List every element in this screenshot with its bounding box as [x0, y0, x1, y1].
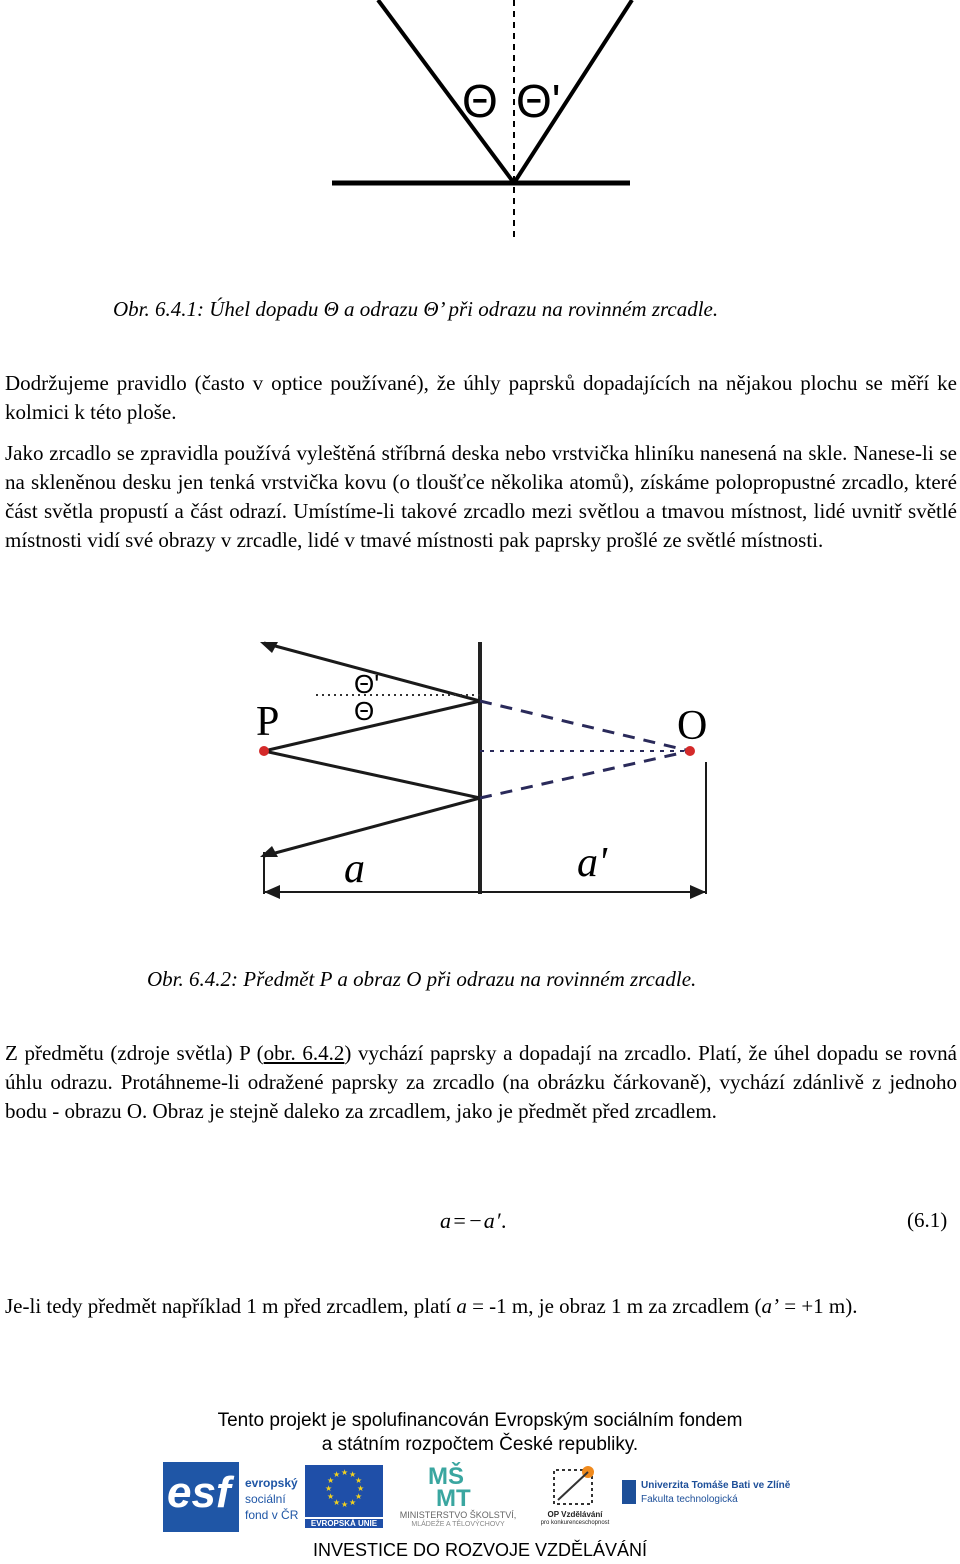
footer-investment-slogan: INVESTICE DO ROZVOJE VZDĚLÁVÁNÍ: [312, 1540, 648, 1560]
label-a: a: [344, 846, 365, 892]
utb-mark: [622, 1480, 636, 1504]
paragraph-angle-convention: Dodržujeme pravidlo (často v optice používané), že úhly paprsků dopadajících na nějakou plochu se měří ke kolmici k této ploše.: [5, 371, 957, 424]
paragraph3-part1: Z předmětu (zdroje světla) P (: [5, 1041, 264, 1065]
caption1-middle: a odrazu: [338, 297, 424, 321]
eu-logo: [305, 1465, 383, 1531]
paragraph4-a-prime: a’: [761, 1294, 779, 1318]
distance-arrow-left: [264, 885, 280, 899]
theta-label: Θ: [462, 75, 498, 127]
caption1-theta: Θ: [323, 297, 339, 321]
caption1-prefix: Obr. 6.4.1: Úhel dopadu: [113, 297, 324, 321]
label-o: O: [677, 703, 708, 749]
point-p: [259, 746, 269, 756]
paragraph4-part2: = -1 m, je obraz 1 m za zrcadlem (: [466, 1294, 762, 1318]
esf-text-3: fond v ČR: [245, 1508, 299, 1522]
label-theta-prime: Θ': [354, 669, 380, 699]
caption1-suffix: při odrazu na rovinném zrcadle.: [443, 297, 719, 321]
paragraph-mirror-description: Jako zrcadlo se zpravidla používá vyleštěná stříbrná deska nebo vrstvička hliníku nanesená na skle. Nanese-li se na skleněnou desku jen tenká vrstvička kovu (o tloušťce několika atomů), získáme polopropustné zrcadlo, které část světla propustí a část odrazí. Umístíme-li takové zrcadlo mezi světlou a tmavou místnost, lidé uvnitř světlé místnosti vidí své obrazy v zrcadle, lidé v tmavé místnosti pak paprsky prošlé ze světlé místnosti.: [5, 441, 957, 552]
figure1-caption: [113, 297, 718, 322]
svg-text:MŠ: MŠ: [428, 1463, 464, 1490]
svg-text:★: ★: [325, 1484, 333, 1493]
esf-logo: [163, 1462, 303, 1532]
svg-text:★: ★: [349, 1470, 357, 1479]
svg-text:★: ★: [327, 1492, 335, 1501]
msmt-text-1: MINISTERSTVO ŠKOLSTVÍ,: [399, 1510, 517, 1520]
figure-reference-link[interactable]: obr. 6.4.2: [263, 1041, 345, 1065]
paragraph4-part1: Je-li tedy předmět například 1 m před zrcadlem, platí: [5, 1294, 457, 1318]
paragraph4-a: a: [456, 1294, 467, 1318]
esf-text-2: sociální: [245, 1492, 286, 1506]
svg-text:★: ★: [327, 1476, 335, 1485]
svg-text:★: ★: [341, 1500, 349, 1509]
msmt-text-2: MLÁDEŽE A TĚLOVÝCHOVY: [411, 1521, 505, 1528]
svg-text:★: ★: [355, 1492, 363, 1501]
figure-object-image: [240, 632, 730, 912]
svg-text:★: ★: [341, 1468, 349, 1477]
op-logo: [530, 1462, 620, 1532]
svg-text:★: ★: [333, 1470, 341, 1479]
ray-lower-incident: [264, 751, 480, 798]
eu-text: EVROPSKÁ UNIE: [305, 1519, 383, 1528]
figure-reflection-angles: [320, 0, 640, 250]
label-theta: Θ: [354, 696, 375, 726]
esf-mark: [163, 1462, 239, 1532]
svg-text:★: ★: [357, 1484, 365, 1493]
extension-lower: [480, 751, 690, 798]
paragraph-object-image: [5, 1039, 957, 1126]
svg-text:★: ★: [333, 1498, 341, 1507]
figure2-caption: Obr. 6.4.2: Předmět P a obraz O při odrazu na rovinném zrcadle.: [147, 967, 697, 991]
label-a-prime: a': [577, 840, 607, 886]
paragraph3-part2: ) vychází paprsky a dopadají na zrcadlo. Platí, že úhel dopadu se rovná úhlu odrazu. Protáhneme-li odražené paprsky za zrcadlo (na obrázku čárkovaně), vychází zdánlivě z jednoho bodu - obrazu O. Obraz je stejně daleko za zrcadlem, jako je předmět před zrcadlem.: [5, 1041, 957, 1123]
esf-text-1: evropský: [245, 1476, 298, 1490]
caption1-theta-prime: Θ’: [423, 297, 444, 321]
esf-mark-text: esf: [167, 1468, 231, 1517]
extension-upper: [480, 701, 690, 751]
equation-number: (6.1): [907, 1208, 948, 1232]
msmt-logo: [388, 1462, 528, 1532]
svg-text:★: ★: [349, 1498, 357, 1507]
op-text-1: OP Vzdělávání: [547, 1510, 603, 1519]
distance-arrow-right: [690, 885, 706, 899]
label-p: P: [256, 699, 280, 745]
ray-lower-reflected: [264, 798, 480, 856]
paragraph-example: [5, 1292, 957, 1321]
footer-funding-line1: Tento projekt je spolufinancován Evropským sociálním fondem: [217, 1410, 743, 1431]
utb-logo: [622, 1478, 791, 1518]
op-mark: [548, 1462, 600, 1508]
svg-text:MT: MT: [436, 1485, 471, 1508]
utb-text-1: Univerzita Tomáše Bati ve Zlíně: [641, 1480, 791, 1491]
equation-formula: a=−a′.: [440, 1208, 509, 1233]
op-text-2: pro konkurenceschopnost: [540, 1520, 610, 1526]
paragraph4-part3: = +1 m).: [778, 1294, 858, 1318]
eu-flag: [305, 1465, 383, 1517]
theta-prime-label: Θ': [516, 75, 561, 127]
utb-text-2: Fakulta technologická: [641, 1494, 738, 1505]
footer-funding-line2: a státním rozpočtem České republiky.: [321, 1434, 639, 1455]
msmt-mark: [426, 1462, 490, 1508]
svg-text:★: ★: [355, 1476, 363, 1485]
